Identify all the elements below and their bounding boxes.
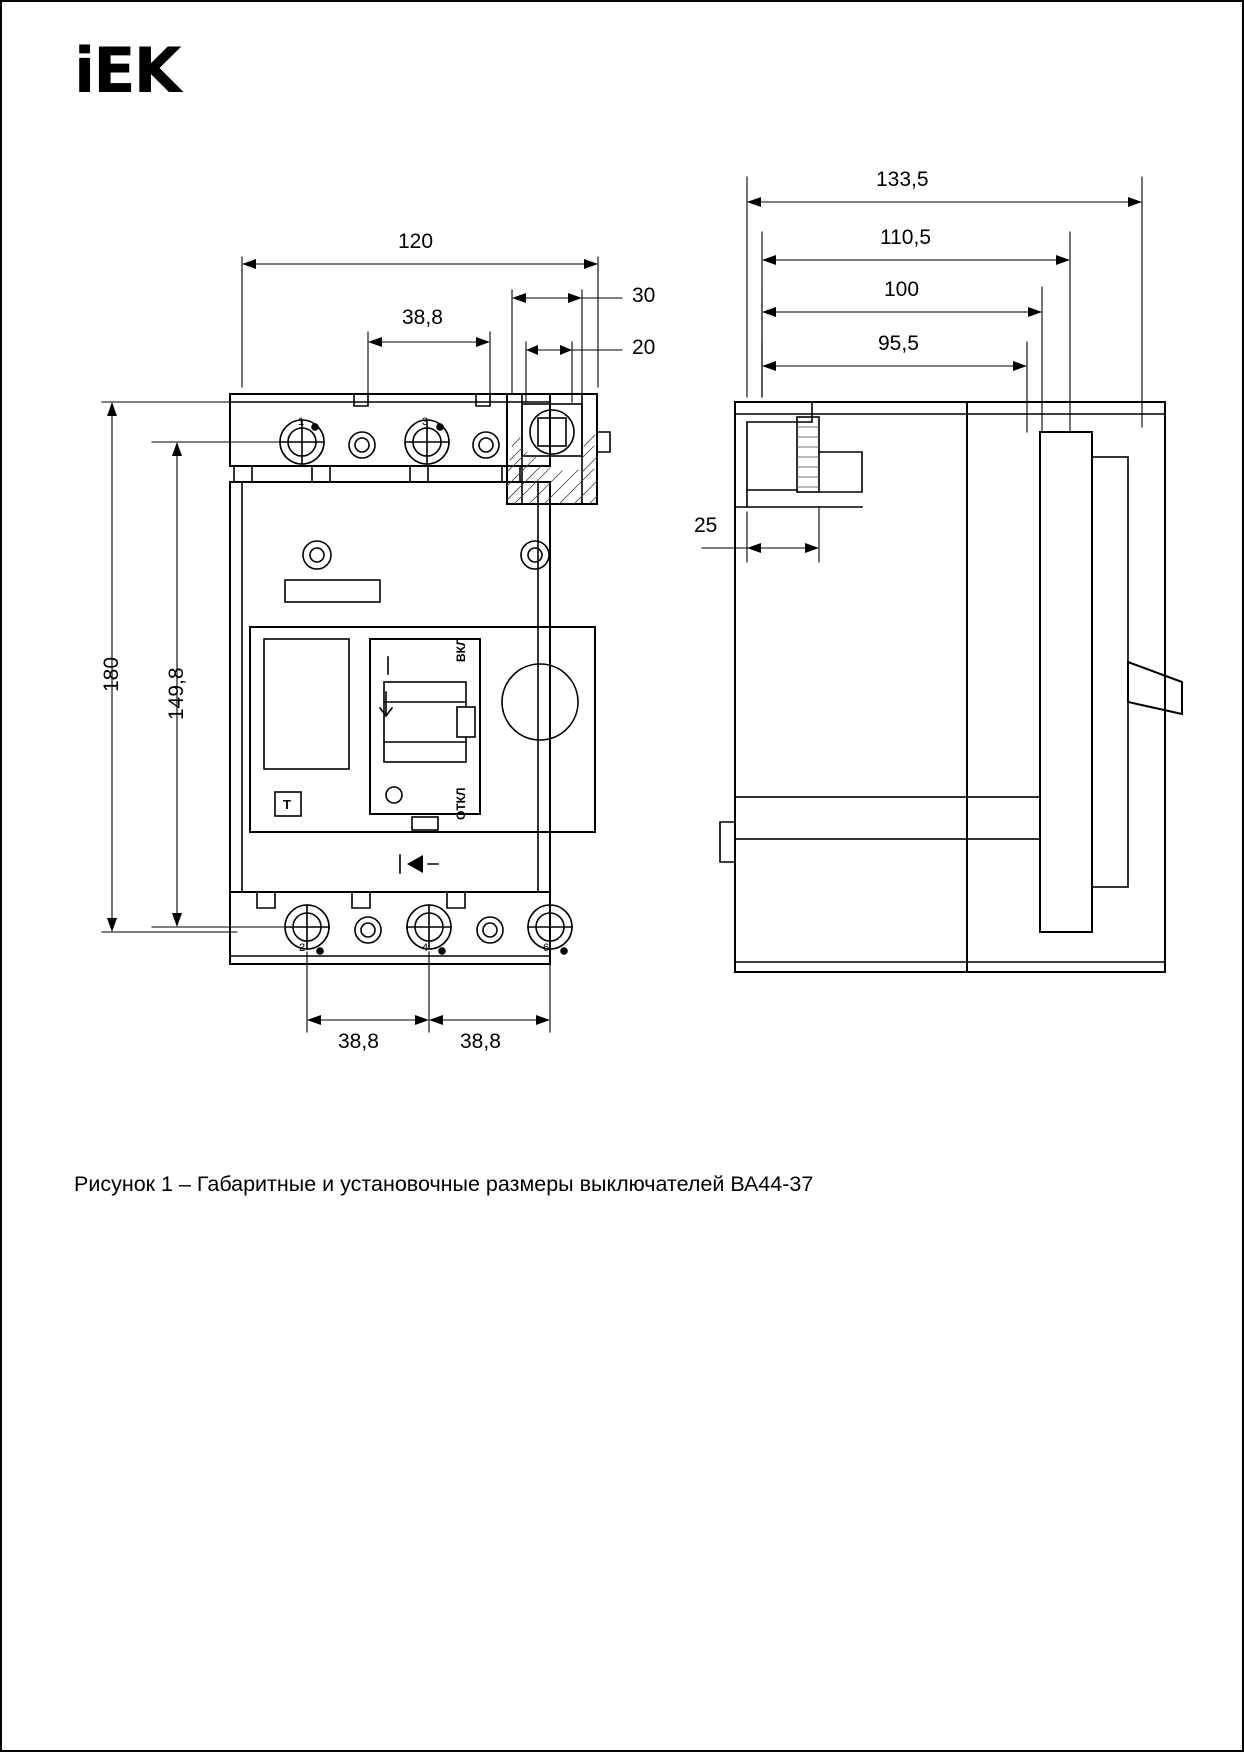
dim-front-width-120: 120 xyxy=(398,230,434,253)
dim-front-bracket-20: 20 xyxy=(632,336,656,359)
dim-front-pitch-top-38-8: 38,8 xyxy=(402,306,443,329)
dim-front-mount-height-149-8: 149,8 xyxy=(165,667,188,720)
label-pole-6: 6 xyxy=(543,942,550,954)
dim-front-pitch-bottom-right-38-8: 38,8 xyxy=(460,1030,501,1053)
iek-logo: iEK xyxy=(74,34,180,107)
label-pole-1: 1 xyxy=(298,416,305,428)
dim-front-pitch-bottom-left-38-8: 38,8 xyxy=(338,1030,379,1053)
label-on: ВКЛ xyxy=(454,637,468,662)
label-test: T xyxy=(283,797,291,812)
figure-caption: Рисунок 1 – Габаритные и установочные размеры выключателей ВА44-37 xyxy=(74,1172,814,1196)
label-pole-3: 3 xyxy=(422,416,429,428)
label-pole-2: 2 xyxy=(299,942,306,954)
dim-side-depth-100: 100 xyxy=(884,278,920,301)
label-off: ОТКЛ xyxy=(454,787,468,820)
dim-side-notch-25: 25 xyxy=(694,514,718,537)
dim-front-height-180: 180 xyxy=(100,656,123,692)
dim-side-depth-133-5: 133,5 xyxy=(876,168,929,191)
dim-side-depth-110-5: 110,5 xyxy=(880,226,931,249)
technical-drawing xyxy=(2,2,1244,1752)
dim-side-depth-95-5: 95,5 xyxy=(878,332,919,355)
label-pole-4: 4 xyxy=(422,942,429,954)
dim-front-bracket-30: 30 xyxy=(632,284,656,307)
